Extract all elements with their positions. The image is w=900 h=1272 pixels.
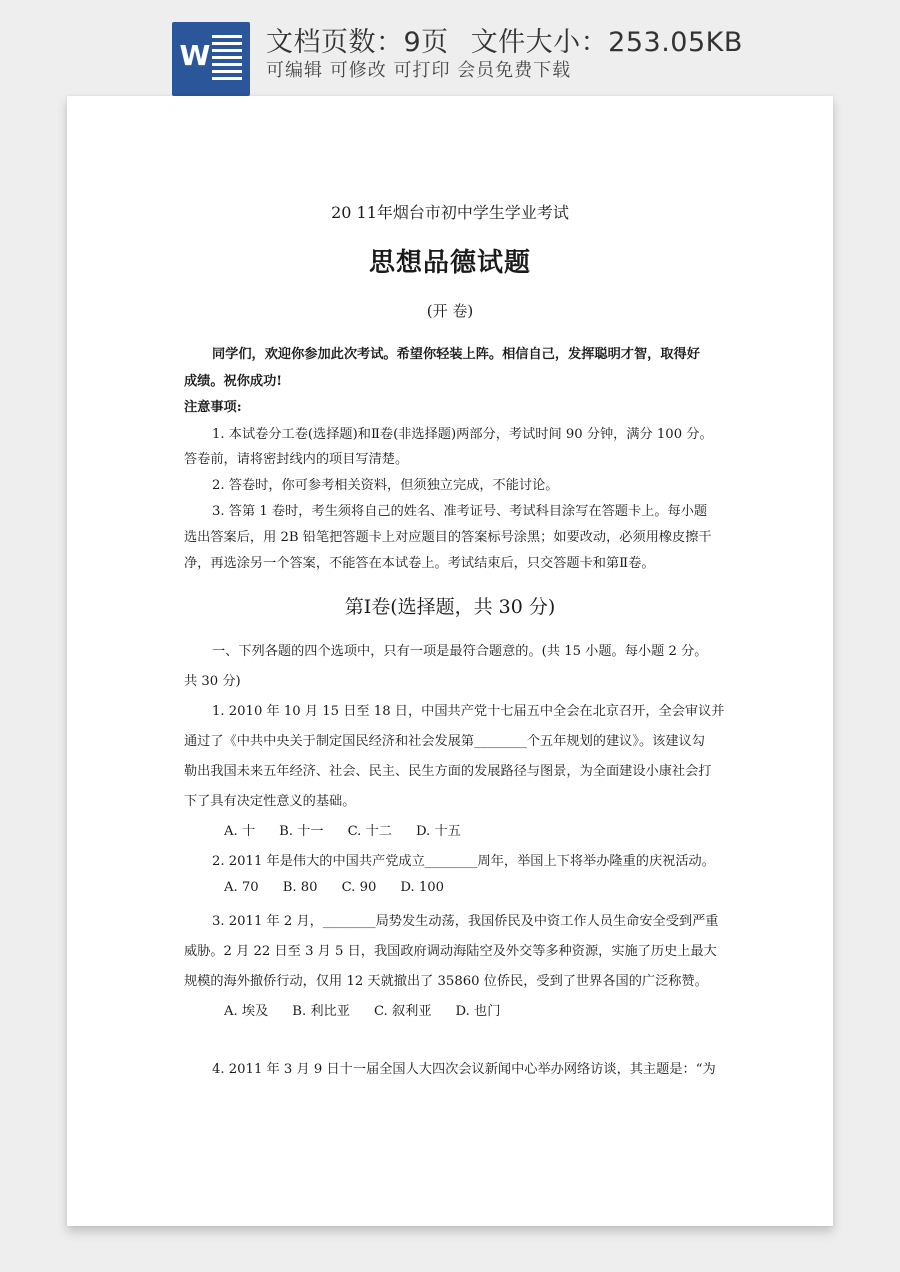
question-line: 3. 2011 年 2 月，________局势发生动荡，我国侨民及中资工作人员生命安全受到严重: [212, 914, 719, 929]
option: A. 70: [224, 880, 259, 895]
option: C. 叙利亚: [373, 1004, 432, 1019]
word-icon-letter: W: [178, 36, 212, 76]
question-line: 勒出我国未来五年经济、社会、民主、民生方面的发展路径与图景，为全面建设小康社会打: [184, 764, 712, 779]
option: A. 十: [224, 824, 256, 839]
question-line: 4. 2011 年 3 月 9 日十一届全国人大四次会议新闻中心举办网络访谈，其主题是：“为: [212, 1062, 716, 1077]
option: D. 十五: [415, 824, 461, 839]
question-line: 下了具有决定性意义的基础。: [184, 794, 356, 809]
file-size: 文件大小：253.05KB: [470, 27, 743, 58]
question-options: [224, 880, 900, 895]
question-line: 威胁。2 月 22 日至 3 月 5 日，我国政府调动海陆空及外交等多种资源，实施了历史上最大: [184, 944, 717, 959]
instruction-line: 共 30 分): [184, 674, 241, 689]
question-line: 通过了《中共中央关于制定国民经济和社会发展第________个五年规划的建议》。该建议勾: [184, 734, 705, 749]
instruction-line: 一、下列各题的四个选项中，只有一项是最符合题意的。(共 15 小题。每小题 2 分。: [212, 644, 708, 659]
note-line: 选出答案后，用 2B 铅笔把答题卡上对应题目的答案标号涂黑；如要改动，必须用橡皮擦干: [184, 530, 712, 545]
section-title: 第Ⅰ卷(选择题，共 30 分): [344, 596, 556, 618]
exam-header: 20 11年烟台市初中学生学业考试: [331, 203, 569, 222]
question-line: 规模的海外撤侨行动，仅用 12 天就撤出了 35860 位侨民，受到了世界各国的广泛称赞。: [184, 974, 708, 989]
download-banner: [0, 0, 900, 96]
note-line: 1. 本试卷分工卷(选择题)和Ⅱ卷(非选择题)两部分，考试时间 90 分钟，满分 100 分。: [212, 427, 713, 442]
note-line: 净，再选涂另一个答案，不能答在本试卷上。考试结束后，只交答题卡和第Ⅱ卷。: [184, 556, 655, 571]
option: B. 十一: [279, 824, 324, 839]
notes-title: 注意事项:: [184, 400, 242, 415]
note-line: 2. 答卷时，你可参考相关资料，但须独立完成，不能讨论。: [212, 478, 559, 493]
option: A. 埃及: [224, 1004, 269, 1019]
option: D. 100: [400, 880, 445, 895]
word-document-icon: [172, 22, 250, 96]
document-page: [67, 96, 833, 1226]
option: C. 十二: [347, 824, 392, 839]
note-line: 答卷前，请将密封线内的项目写清楚。: [184, 452, 409, 467]
note-line: 3. 答第 1 卷时，考生须将自己的姓名、准考证号、考试科目涂写在答题卡上。每小题: [212, 504, 708, 519]
option: B. 80: [282, 880, 318, 895]
file-info-title: [266, 20, 743, 59]
option: D. 也门: [455, 1004, 501, 1019]
question-line: 2. 2011 年是伟大的中国共产党成立________周年，举国上下将举办隆重的庆祝活动。: [212, 854, 715, 869]
exam-title: 思想品德试题: [368, 248, 531, 278]
exam-type: (开 卷): [426, 302, 474, 320]
option: C. 90: [341, 880, 377, 895]
greeting-line: 成绩。祝你成功!: [184, 374, 283, 389]
question-options: [224, 1000, 900, 1019]
question-line: 1. 2010 年 10 月 15 日至 18 日，中国共产党十七届五中全会在北京召开，全会审议并: [212, 704, 725, 719]
feature-list: 可编辑 可修改 可打印 会员免费下载: [266, 60, 572, 81]
page-count: 文档页数：9页: [266, 27, 449, 58]
greeting-line: 同学们，欢迎你参加此次考试。希望你轻装上阵。相信自己，发挥聪明才智，取得好: [212, 347, 700, 362]
question-options: [224, 820, 900, 839]
option: B. 利比亚: [292, 1004, 350, 1019]
